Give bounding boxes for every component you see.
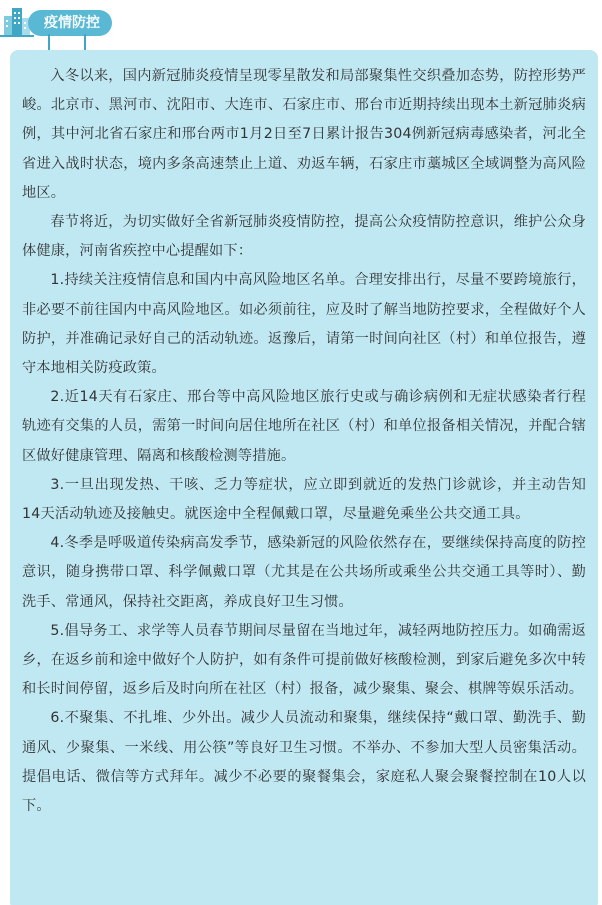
connector-right — [84, 34, 86, 50]
paragraph-item-5: 5.倡导务工、求学等人员春节期间尽量留在当地过年，减轻两地防控压力。如确需返乡，在返乡前和途中做好个人防护，如有条件可提前做好核酸检测，到家后避免多次中转和长时间停留，返乡后及时向所在社区（村）报备，减少聚集、聚会、棋牌等娱乐活动。 — [22, 622, 586, 698]
paragraph-item-4: 4.冬季是呼吸道传染病高发季节，感染新冠的风险依然存在，要继续保持高度的防控意识，随身携带口罩、科学佩戴口罩（尤其是在公共场所或乘坐公共交通工具等时）、勤洗手、常通风，保持社交距离，养成良好卫生习惯。 — [22, 535, 586, 610]
paragraph-intro: 入冬以来，国内新冠肺炎疫情呈现零星散发和局部聚集性交织叠加态势，防控形势严峻。北京市、黑河市、沈阳市、大连市、石家庄市、邢台市近期持续出现本土新冠肺炎病例，其中河北省石家庄和邢台两市1月2日至7日累计报告304例新冠病毒感染者，河北全省进入战时状态，境内多条高速禁止上道、劝返车辆，石家庄市藁城区全域调整为高风险地区。 — [22, 68, 586, 201]
paragraph-item-6: 6.不聚集、不扎堆、少外出。减少人员流动和聚集，继续保持“戴口罩、勤洗手、勤通风、少聚集、一米线、用公筷”等良好卫生习惯。不举办、不参加大型人员密集活动。提倡电话、微信等方式拜年。减少不必要的聚餐集会，家庭私人聚会聚餐控制在10人以下。 — [22, 710, 586, 815]
paragraph-reminder: 春节将近，为切实做好全省新冠肺炎疫情防控，提高公众疫情防控意识，维护公众身体健康，河南省疾控中心提醒如下： — [22, 214, 586, 260]
section-header — [0, 4, 120, 48]
section-title: 疫情防控 — [28, 10, 112, 36]
content-panel — [10, 50, 598, 905]
connector-left — [48, 34, 50, 50]
paragraph-item-3: 3.一旦出现发热、干咳、乏力等症状，应立即到就近的发热门诊就诊，并主动告知14天活动轨迹及接触史。就医途中全程佩戴口罩，尽量避免乘坐公共交通工具。 — [22, 476, 586, 523]
paragraph-item-2: 2.近14天有石家庄、邢台等中高风险地区旅行史或与确诊病例和无症状感染者行程轨迹有交集的人员，需第一时间向居住地所在社区（村）和单位报备相关情况，并配合辖区做好健康管理、隔离和核酸检测等措施。 — [22, 389, 586, 464]
paragraph-item-1: 1.持续关注疫情信息和国内中高风险地区名单。合理安排出行，尽量不要跨境旅行，非必要不前往国内中高风险地区。如必须前往，应及时了解当地防控要求，全程做好个人防护，并准确记录好自己的活动轨迹。返豫后，请第一时间向社区（村）和单位报告，遵守本地相关防疫政策。 — [22, 272, 586, 377]
